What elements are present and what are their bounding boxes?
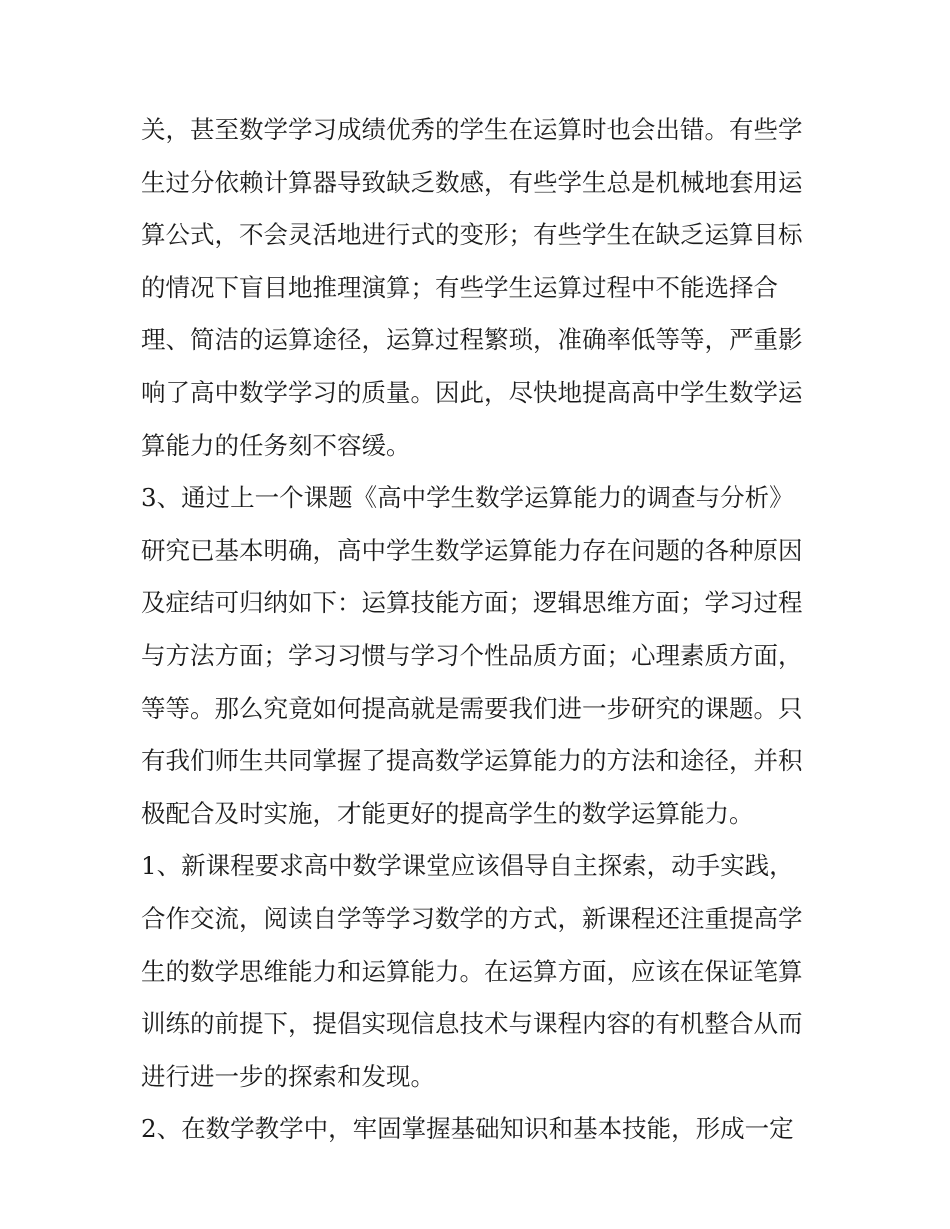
body-text bbox=[141, 104, 831, 1156]
text-line-12: 等等。那么究竟如何提高就是需要我们进一步研究的课题。只 bbox=[141, 693, 803, 723]
text-line-5: 理、简洁的运算途径，运算过程繁琐，准确率低等等，严重影 bbox=[141, 325, 803, 355]
text-line-13: 有我们师生共同掌握了提高数学运算能力的方法和途径，并积 bbox=[141, 746, 803, 776]
text-line-3: 算公式，不会灵活地进行式的变形；有些学生在缺乏运算目标 bbox=[141, 220, 803, 250]
text-line-1: 关，甚至数学学习成绩优秀的学生在运算时也会出错。有些学 bbox=[141, 115, 803, 144]
text-line-10: 及症结可归纳如下：运算技能方面；逻辑思维方面；学习过程 bbox=[141, 588, 803, 618]
text-line-14: 极配合及时实施，才能更好的提高学生的数学运算能力。 bbox=[141, 798, 754, 828]
text-line-11: 与方法方面；学习习惯与学习个性品质方面；心理素质方面， bbox=[141, 640, 803, 670]
text-line-15: 1、新课程要求高中数学课堂应该倡导自主探索，动手实践， bbox=[141, 851, 794, 881]
text-line-6: 响了高中数学学习的质量。因此，尽快地提高高中学生数学运 bbox=[141, 377, 803, 407]
text-line-20: 2、在数学教学中，牢固掌握基础知识和基本技能，形成一定 bbox=[141, 1114, 794, 1144]
text-line-8: 3、通过上一个课题《高中学生数学运算能力的调查与分析》 bbox=[141, 483, 794, 513]
text-line-2: 生过分依赖计算器导致缺乏数感，有些学生总是机械地套用运 bbox=[141, 167, 803, 197]
text-line-18: 训练的前提下，提倡实现信息技术与课程内容的有机整合从而 bbox=[141, 1009, 803, 1039]
text-line-16: 合作交流，阅读自学等学习数学的方式，新课程还注重提高学 bbox=[141, 903, 803, 933]
text-line-7: 算能力的任务刻不容缓。 bbox=[141, 430, 411, 460]
text-line-9: 研究已基本明确，高中学生数学运算能力存在问题的各种原因 bbox=[141, 535, 803, 565]
text-line-17: 生的数学思维能力和运算能力。在运算方面，应该在保证笔算 bbox=[141, 956, 803, 986]
text-line-4: 的情况下盲目地推理演算；有些学生运算过程中不能选择合 bbox=[141, 272, 778, 302]
text-line-19: 进行进一步的探索和发现。 bbox=[141, 1061, 435, 1091]
